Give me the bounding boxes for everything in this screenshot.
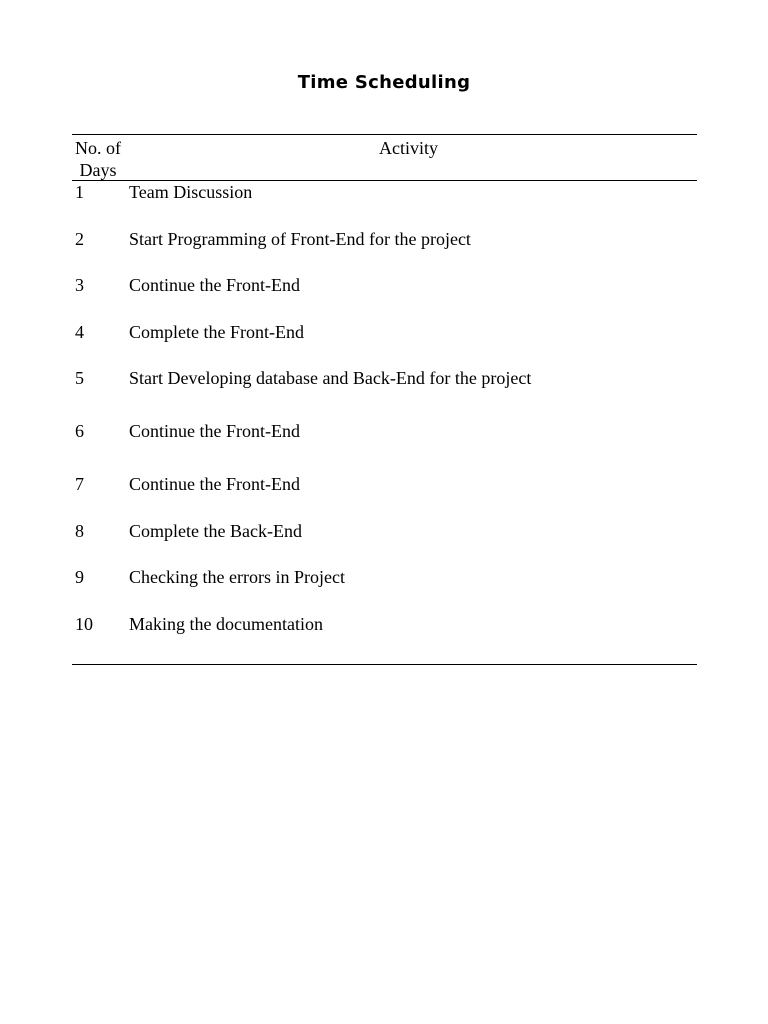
page-title: Time Scheduling <box>297 72 471 93</box>
row-activity: Complete the Back-End <box>129 520 302 541</box>
table-row <box>72 321 697 343</box>
header-days-line2: Days <box>79 160 117 180</box>
table-row <box>72 613 697 635</box>
row-activity: Start Programming of Front-End for the project <box>129 228 471 249</box>
row-activity: Continue the Front-End <box>129 474 300 494</box>
table-row <box>72 181 697 203</box>
table-header <box>72 135 697 181</box>
row-day: 10 <box>75 613 93 634</box>
table-row <box>72 367 697 389</box>
row-day: 4 <box>75 321 84 342</box>
row-day: 7 <box>75 474 84 494</box>
table-body <box>72 181 697 635</box>
row-activity: Start Developing database and Back-End for the project <box>129 368 532 388</box>
header-activity: Activity <box>379 138 438 158</box>
row-day: 5 <box>75 368 84 388</box>
row-day: 6 <box>75 421 84 441</box>
row-activity: Continue the Front-End <box>129 275 300 295</box>
table-row <box>72 274 697 296</box>
schedule-table <box>72 134 697 665</box>
table-row <box>72 420 697 442</box>
row-day: 9 <box>75 567 84 587</box>
row-day: 2 <box>75 228 84 249</box>
table-row <box>72 473 697 495</box>
table-row <box>72 228 697 250</box>
row-day: 3 <box>75 275 84 295</box>
row-activity: Checking the errors in Project <box>129 567 345 587</box>
header-days-line1: No. of <box>75 138 121 158</box>
row-day: 1 <box>75 182 84 202</box>
row-day: 8 <box>75 520 84 541</box>
table-row <box>72 566 697 588</box>
row-activity: Team Discussion <box>129 182 253 202</box>
row-activity: Continue the Front-End <box>129 421 300 441</box>
row-activity: Complete the Front-End <box>129 321 304 342</box>
row-activity: Making the documentation <box>129 613 323 634</box>
table-row <box>72 520 697 542</box>
